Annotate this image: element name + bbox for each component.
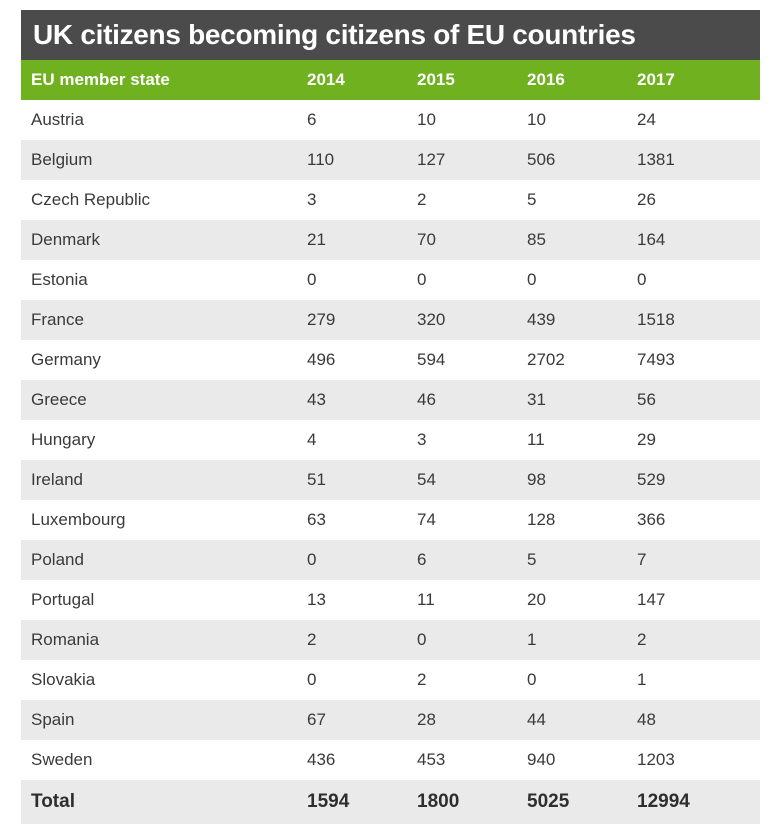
- total-row: [21, 780, 760, 824]
- value-cell-2016: 5: [527, 190, 537, 209]
- value-cell-2017: 7493: [637, 350, 675, 369]
- table-row: [21, 100, 760, 140]
- state-cell: Sweden: [31, 750, 93, 769]
- value-cell-2015: 127: [417, 150, 446, 169]
- value-cell-2016: 506: [527, 150, 556, 169]
- table-row: [21, 620, 760, 660]
- value-cell-2016: 10: [527, 110, 546, 129]
- citizenship-table: [21, 60, 760, 824]
- value-cell-2014: 0: [307, 670, 317, 689]
- state-cell: Romania: [31, 630, 100, 649]
- value-cell-2017: 29: [637, 430, 656, 449]
- value-cell-2014: 67: [307, 710, 326, 729]
- value-cell-2016: 2702: [527, 350, 565, 369]
- value-cell-2015: 46: [417, 390, 436, 409]
- table-row: [21, 740, 760, 780]
- value-cell-2016: 85: [527, 230, 546, 249]
- value-cell-2017: 24: [637, 110, 656, 129]
- table-container: [21, 10, 760, 824]
- total-label: Total: [31, 791, 75, 812]
- value-cell-2017: 147: [637, 590, 666, 609]
- column-header-2015: 2015: [417, 70, 455, 89]
- state-cell: Greece: [31, 390, 87, 409]
- header-row: [21, 60, 760, 100]
- value-cell-2014: 6: [307, 110, 317, 129]
- table-row: [21, 260, 760, 300]
- value-cell-2014: 21: [307, 230, 326, 249]
- state-cell: Slovakia: [31, 670, 96, 689]
- value-cell-2016: 11: [527, 430, 545, 449]
- value-cell-2015: 11: [417, 590, 435, 609]
- value-cell-2016: 940: [527, 750, 556, 769]
- value-cell-2015: 6: [417, 550, 427, 569]
- value-cell-2016: 439: [527, 310, 556, 329]
- state-cell: Hungary: [31, 430, 96, 449]
- table-row: [21, 380, 760, 420]
- value-cell-2015: 10: [417, 110, 436, 129]
- value-cell-2014: 0: [307, 270, 317, 289]
- value-cell-2017: 7: [637, 550, 647, 569]
- value-cell-2015: 54: [417, 470, 436, 489]
- state-cell: Poland: [31, 550, 84, 569]
- value-cell-2015: 453: [417, 750, 446, 769]
- value-cell-2015: 28: [417, 710, 436, 729]
- value-cell-2017: 366: [637, 510, 666, 529]
- value-cell-2015: 3: [417, 430, 427, 449]
- value-cell-2017: 48: [637, 710, 656, 729]
- value-cell-2014: 279: [307, 310, 336, 329]
- value-cell-2014: 2: [307, 630, 317, 649]
- value-cell-2016: 128: [527, 510, 556, 529]
- value-cell-2014: 63: [307, 510, 326, 529]
- table-body: [21, 100, 760, 780]
- state-cell: Czech Republic: [31, 190, 151, 209]
- value-cell-2017: 529: [637, 470, 666, 489]
- table-row: [21, 140, 760, 180]
- state-cell: Belgium: [31, 150, 93, 169]
- value-cell-2017: 1381: [637, 150, 675, 169]
- value-cell-2014: 3: [307, 190, 317, 209]
- value-cell-2015: 70: [417, 230, 436, 249]
- state-cell: France: [31, 310, 84, 329]
- value-cell-2014: 436: [307, 750, 336, 769]
- table-row: [21, 500, 760, 540]
- table-row: [21, 700, 760, 740]
- value-cell-2016: 0: [527, 270, 537, 289]
- value-cell-2015: 320: [417, 310, 446, 329]
- state-cell: Spain: [31, 710, 75, 729]
- value-cell-2015: 0: [417, 270, 427, 289]
- state-cell: Portugal: [31, 590, 95, 609]
- value-cell-2016: 5: [527, 550, 537, 569]
- table-row: [21, 300, 760, 340]
- value-cell-2017: 2: [637, 630, 647, 649]
- state-cell: Estonia: [31, 270, 88, 289]
- value-cell-2014: 4: [307, 430, 317, 449]
- value-cell-2017: 26: [637, 190, 656, 209]
- value-cell-2014: 0: [307, 550, 317, 569]
- value-cell-2016: 31: [527, 390, 546, 409]
- table-row: [21, 180, 760, 220]
- state-cell: Austria: [31, 110, 84, 129]
- value-cell-2016: 1: [527, 630, 537, 649]
- total-cell-2015: 1800: [417, 791, 460, 812]
- state-cell: Ireland: [31, 470, 83, 489]
- table-row: [21, 540, 760, 580]
- column-header-2016: 2016: [527, 70, 565, 89]
- total-cell-2014: 1594: [307, 791, 350, 812]
- value-cell-2014: 51: [307, 470, 326, 489]
- value-cell-2016: 98: [527, 470, 546, 489]
- value-cell-2017: 164: [637, 230, 666, 249]
- value-cell-2014: 110: [307, 150, 335, 169]
- value-cell-2017: 1203: [637, 750, 675, 769]
- column-header-state: EU member state: [31, 70, 170, 89]
- value-cell-2017: 1518: [637, 310, 675, 329]
- total-cell-2016: 5025: [527, 791, 570, 812]
- value-cell-2016: 44: [527, 710, 546, 729]
- total-cell-2017: 12994: [637, 791, 690, 812]
- table-row: [21, 660, 760, 700]
- value-cell-2014: 43: [307, 390, 326, 409]
- value-cell-2014: 496: [307, 350, 336, 369]
- value-cell-2017: 0: [637, 270, 647, 289]
- value-cell-2015: 594: [417, 350, 446, 369]
- table-title: UK citizens becoming citizens of EU countries: [21, 10, 760, 60]
- state-cell: Germany: [31, 350, 101, 369]
- value-cell-2016: 0: [527, 670, 537, 689]
- state-cell: Denmark: [31, 230, 100, 249]
- value-cell-2017: 1: [637, 670, 647, 689]
- column-header-2014: 2014: [307, 70, 345, 89]
- value-cell-2017: 56: [637, 390, 656, 409]
- value-cell-2015: 2: [417, 670, 427, 689]
- state-cell: Luxembourg: [31, 510, 126, 529]
- value-cell-2015: 74: [417, 510, 436, 529]
- column-header-2017: 2017: [637, 70, 675, 89]
- table-row: [21, 220, 760, 260]
- value-cell-2016: 20: [527, 590, 546, 609]
- value-cell-2014: 13: [307, 590, 326, 609]
- value-cell-2015: 0: [417, 630, 427, 649]
- table-row: [21, 340, 760, 380]
- table-row: [21, 580, 760, 620]
- value-cell-2015: 2: [417, 190, 427, 209]
- table-row: [21, 460, 760, 500]
- table-row: [21, 420, 760, 460]
